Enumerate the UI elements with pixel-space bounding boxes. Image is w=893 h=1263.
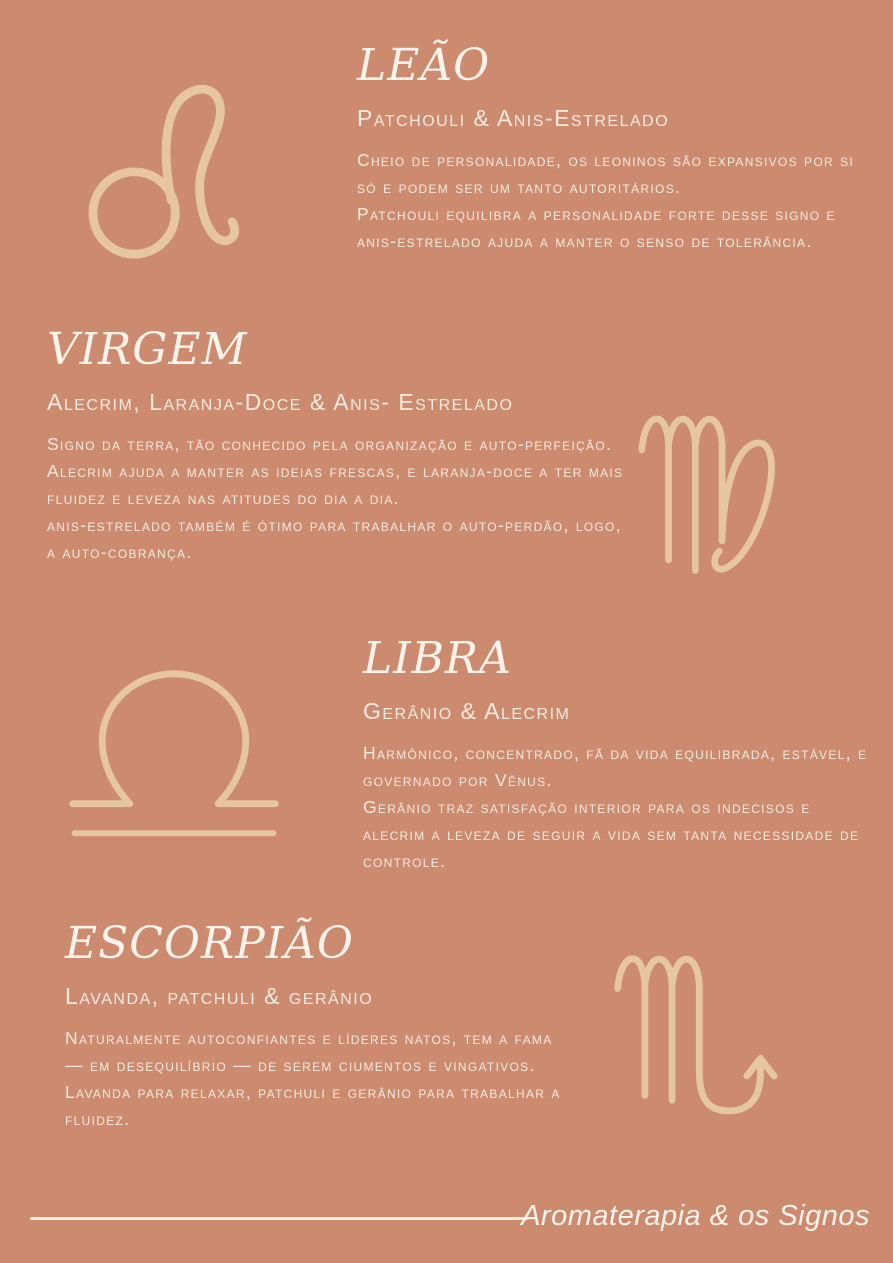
section-leao bbox=[357, 40, 867, 255]
libra-title: LIBRA bbox=[363, 633, 512, 684]
paragraph: Signo da terra, tão conhecido pela organização e auto-perfeição. bbox=[47, 433, 613, 454]
footer-divider-line bbox=[30, 1217, 528, 1220]
paragraph: Gerânio traz satisfação interior para os indecisos e alecrim a leveza de seguir a vida sem tanta necessidade de controle. bbox=[363, 796, 860, 871]
escorpiao-title: ESCORPIÃO bbox=[65, 918, 354, 969]
paragraph: anis-estrelado também é ótimo para trabalhar o auto-perdão, logo, a auto-cobrança. bbox=[47, 514, 622, 562]
escorpiao-description bbox=[65, 1025, 575, 1133]
leao-description bbox=[357, 147, 867, 255]
virgem-description bbox=[47, 431, 627, 566]
virgem-title: VIRGEM bbox=[47, 324, 248, 375]
paragraph: Naturalmente autoconfiantes e líderes natos, tem a fama — em desequilíbrio — de serem ciumentos e vingativos. bbox=[65, 1027, 553, 1075]
escorpiao-oils: Lavanda, patchuli & gerânio bbox=[65, 982, 374, 1009]
virgo-icon bbox=[630, 383, 797, 579]
section-escorpiao bbox=[65, 918, 575, 1133]
scorpio-icon bbox=[606, 922, 810, 1122]
leao-oils: Patchouli & Anis-Estrelado bbox=[357, 104, 670, 131]
virgem-oils: Alecrim, Laranja-Doce & Anis- Estrelado bbox=[47, 388, 514, 415]
paragraph: Harmônico, concentrado, fã da vida equilibrada, estável, e governado por Vênus. bbox=[363, 742, 868, 790]
leo-icon bbox=[88, 68, 245, 264]
paragraph: Alecrim ajuda a manter as ideias frescas, e laranja-doce a ter mais fluidez e leveza nas atitudes do dia a dia. bbox=[47, 460, 624, 508]
section-libra bbox=[363, 633, 878, 875]
libra-oils: Gerânio & Alecrim bbox=[363, 697, 571, 724]
libra-icon bbox=[60, 660, 288, 842]
libra-description bbox=[363, 740, 878, 875]
leao-title: LEÃO bbox=[357, 40, 491, 91]
paragraph: Lavanda para relaxar, patchuli e gerânio para trabalhar a fluidez. bbox=[65, 1081, 561, 1129]
section-virgem bbox=[47, 324, 627, 566]
footer-title: Aromaterapia & os Signos bbox=[521, 1200, 870, 1232]
paragraph: Patchouli equilibra a personalidade forte desse signo e anis-estrelado ajuda a manter o senso de tolerância. bbox=[357, 203, 836, 251]
paragraph: Cheio de personalidade, os leoninos são expansivos por si só e podem ser um tanto autoritários. bbox=[357, 149, 855, 197]
